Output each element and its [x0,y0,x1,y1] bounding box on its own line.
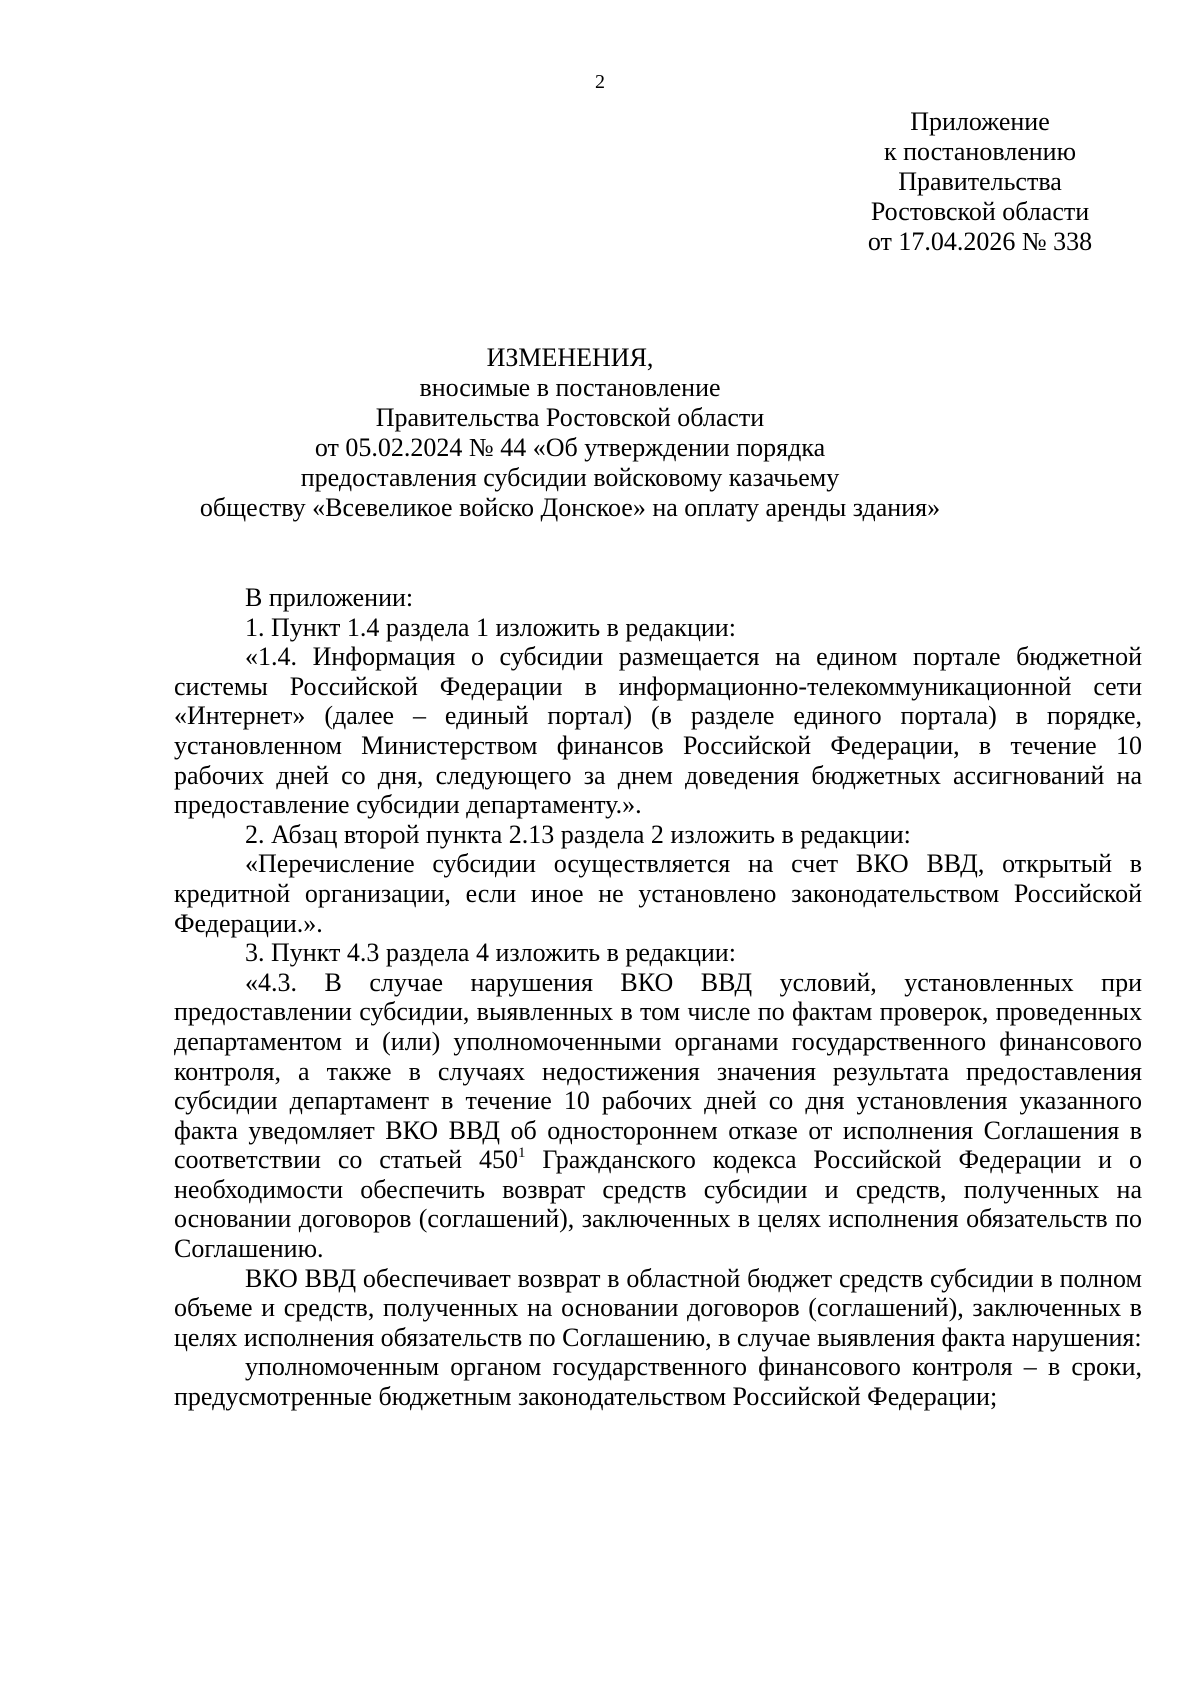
paragraph-item-3-text-part1: «4.3. В случае нарушения ВКО ВВД условий, установленных при предоставлении субсидии, выявленных в том числе по фактам проверок, проведенных департаментом и (или) уполномоченными органами государственного финансового контроля, а также в случаях недостижения значения результата предоставления субсидии департамент в течение 10 рабочих дней со дня установления указанного факта уведомляет ВКО ВВД об одностороннем отказе от исполнения Соглашения в соответствии со статьей 450 [174,967,1142,1175]
document-title-block [130,343,1010,523]
paragraph-item-2-text: «Перечисление субсидии осуществляется на счет ВКО ВВД, открытый в кредитной организации, если иное не установлено законодательством Российской Федерации.». [174,849,1142,938]
title-line-3: от 05.02.2024 № 44 «Об утверждении порядка [314,433,826,462]
paragraph-item-3: 3. Пункт 4.3 раздела 4 изложить в редакции: [245,938,736,968]
approval-line-date-number: от 17.04.2026 № 338 [867,227,1093,256]
approval-stamp-block [800,107,1160,257]
paragraph-intro: В приложении: [245,583,414,612]
approval-line-region: Ростовской области [870,197,1090,226]
title-line-5: обществу «Всевеликое войско Донское» на оплату аренды здания» [199,493,941,522]
title-line-4: предоставления субсидии войсковому казачьему [300,463,840,492]
approval-line-to-resolution: к постановлению [883,137,1077,166]
article-superscript: 1 [517,1145,526,1162]
paragraph-item-3-text [174,968,1142,1264]
paragraph-control-body: уполномоченным органом государственного финансового контроля – в сроки, предусмотренные бюджетным законодательством Российской Федерации; [174,1352,1142,1412]
title-line-2: Правительства Ростовской области [375,403,765,432]
document-heading: ИЗМЕНЕНИЯ, [486,343,654,372]
page-number: 2 [595,71,605,93]
title-line-1: вносимые в постановление [419,373,721,402]
approval-line-appendix: Приложение [910,107,1050,136]
paragraph-refund-obligation: ВКО ВВД обеспечивает возврат в областной бюджет средств субсидии в полном объеме и средств, полученных на основании договоров (соглашений), заключенных в целях исполнения обязательств по Соглашению, в случае выявления факта нарушения: [174,1263,1142,1352]
paragraph-item-1: 1. Пункт 1.4 раздела 1 изложить в редакции: [245,612,736,642]
paragraph-item-3-text-part2: Гражданского кодекса Российской Федерации и о необходимости обеспечить возврат средств субсидии и средств, полученных на основании договоров (соглашений), заключенных в целях исполнения обязательств по Соглашению. [174,1145,1143,1264]
document-body [174,583,1142,1412]
approval-line-government: Правительства [898,167,1062,196]
paragraph-item-2: 2. Абзац второй пункта 2.13 раздела 2 изложить в редакции: [245,819,911,849]
paragraph-item-1-text: «1.4. Информация о субсидии размещается на едином портале бюджетной системы Российской Федерации в информационно-телекоммуникационной сети «Интернет» (далее – единый портал) (в разделе единого портала) в порядке, установленном Министерством финансов Российской Федерации, в течение 10 рабочих дней со дня, следующего за днем доведения бюджетных ассигнований на предоставление субсидии департаменту.». [174,642,1142,820]
